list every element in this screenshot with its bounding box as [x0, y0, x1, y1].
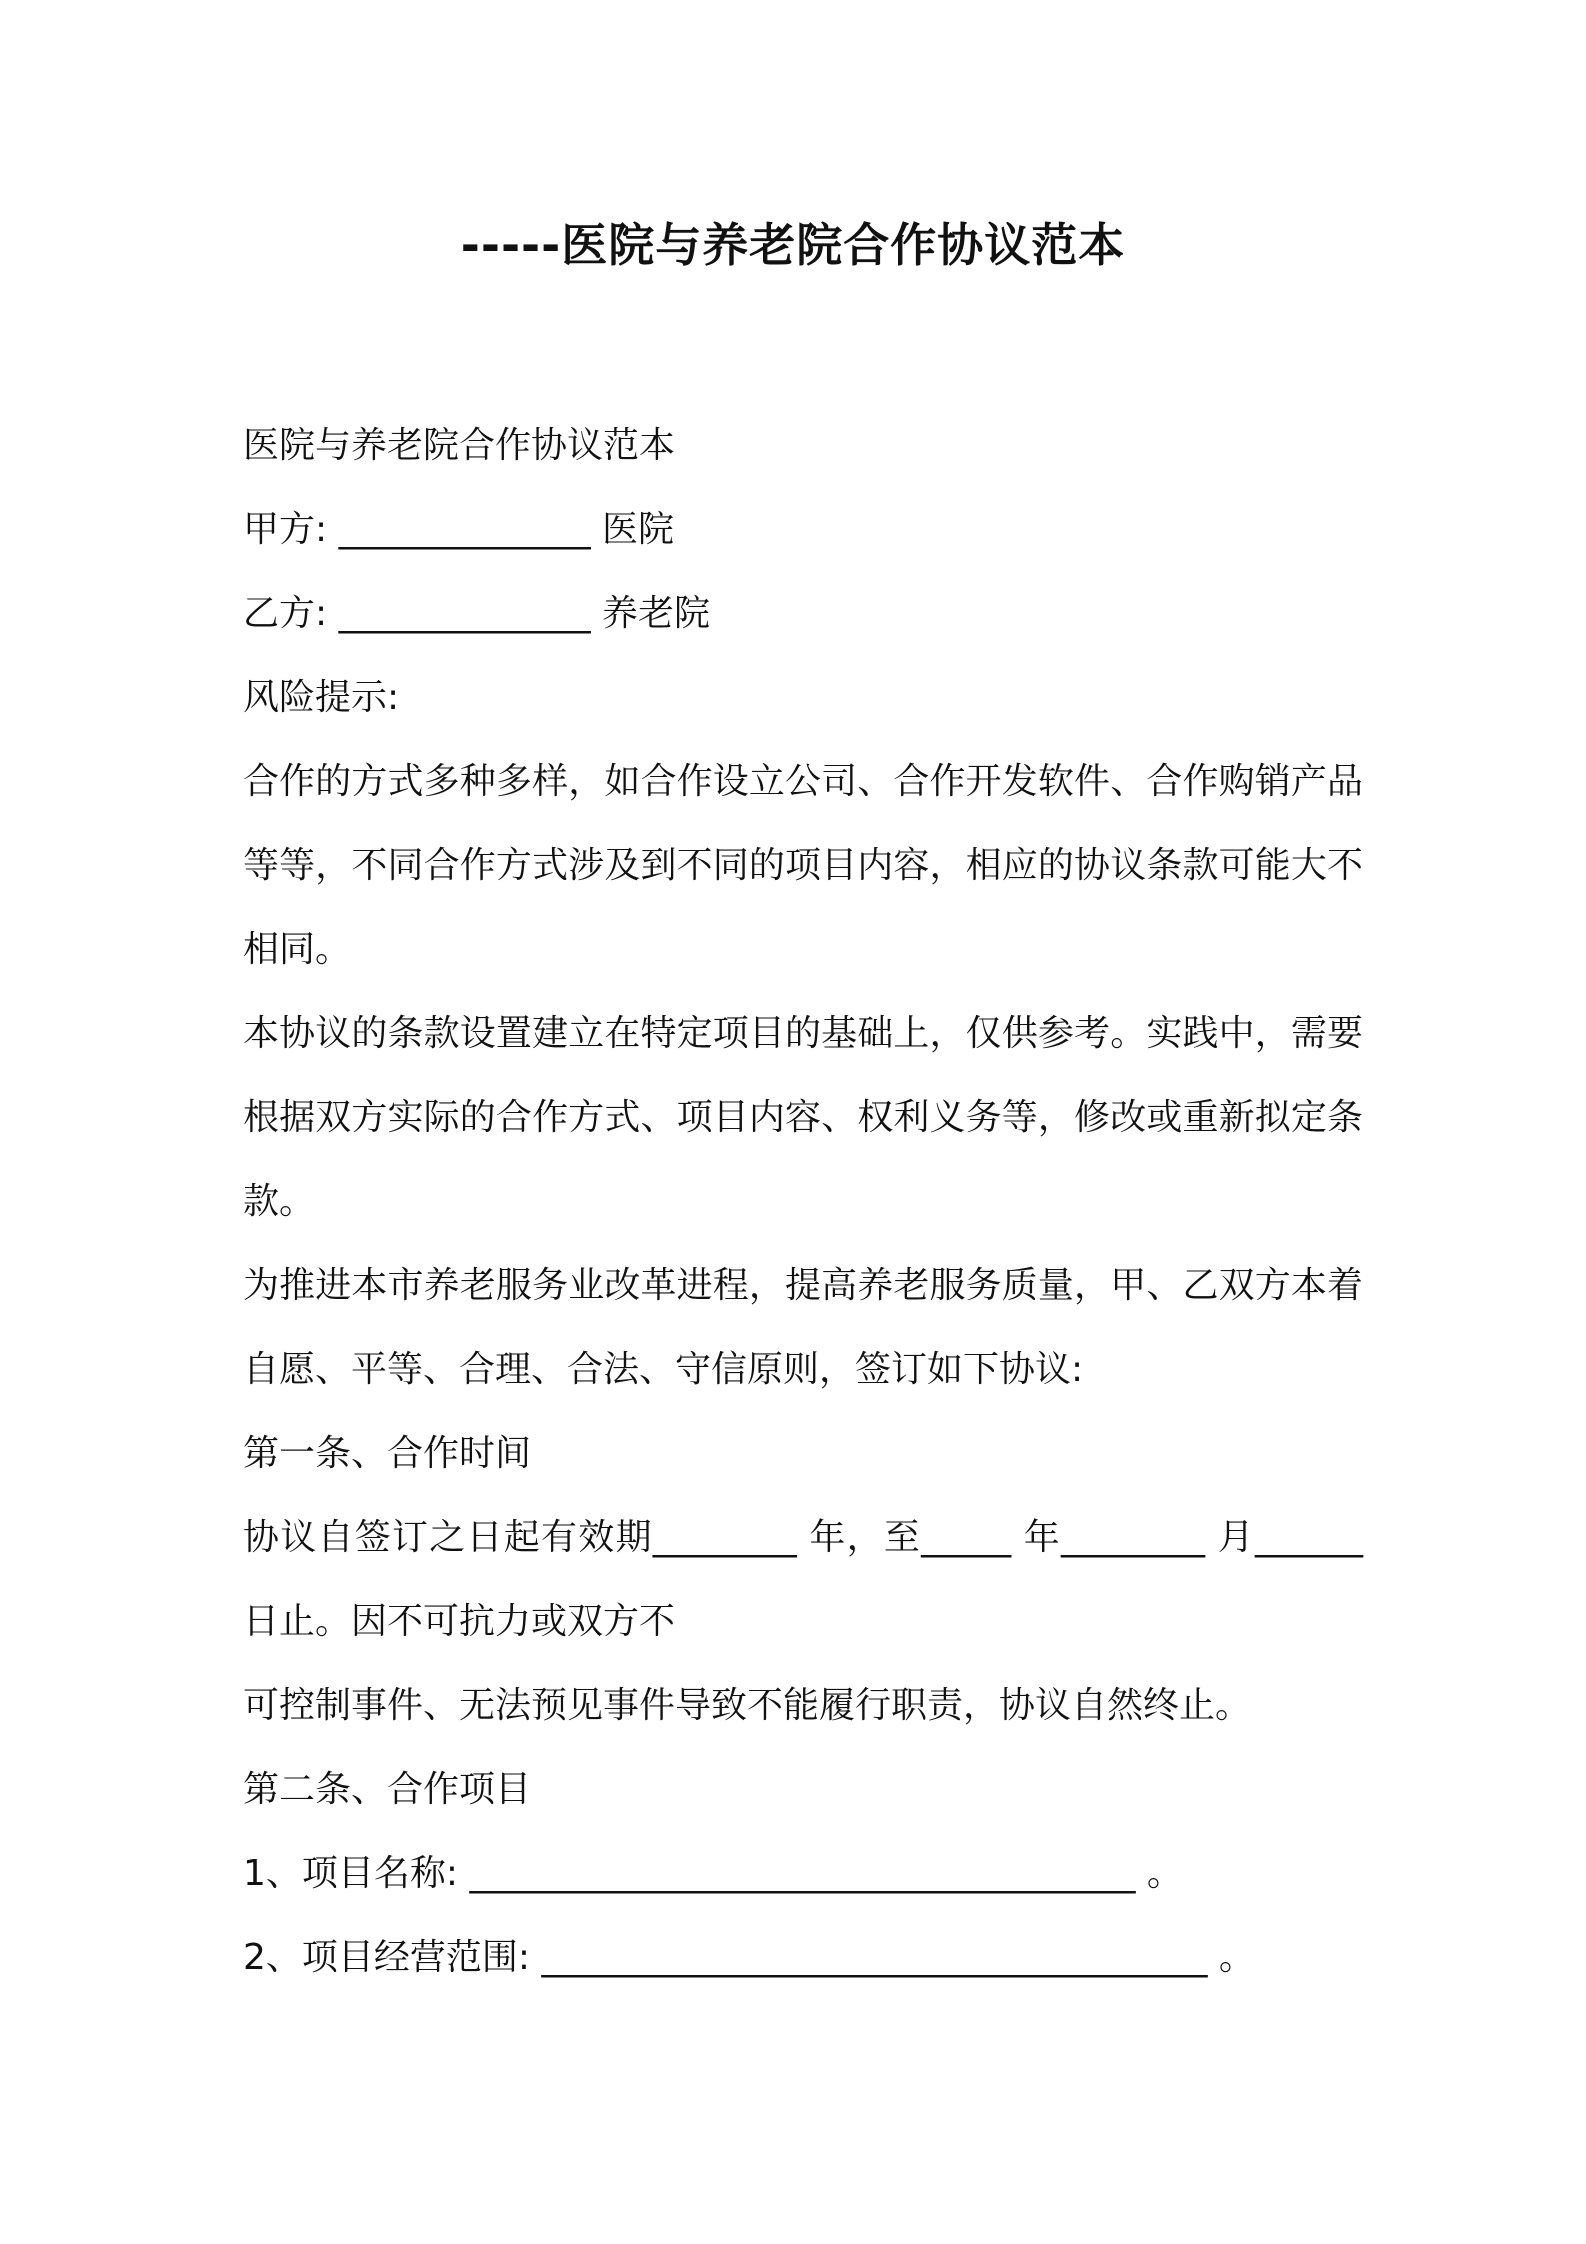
project-name-line: 1、项目名称: _____________________________________ 。: [243, 1853, 1183, 1894]
article-1-term-line: 协议自签订之日起有效期________ 年，至_____ 年________ 月______ 日止。因不可抗力或双方不: [243, 1517, 1363, 1642]
risk-paragraph-2: 本协议的条款设置建立在特定项目的基础上，仅供参考。实践中，需要根据双方实际的合作方式、项目内容、权利义务等，修改或重新拟定条款。: [243, 1013, 1363, 1222]
risk-paragraph-1: 合作的方式多种多样，如合作设立公司、合作开发软件、合作购销产品等等，不同合作方式涉及到不同的项目内容，相应的协议条款可能大不相同。: [243, 761, 1363, 970]
project-scope-line: 2、项目经营范围: _____________________________________ 。: [243, 1937, 1255, 1978]
preamble-paragraph: 为推进本市养老服务业改革进程，提高养老服务质量，甲、乙双方本着自愿、平等、合理、合法、守信原则，签订如下协议:: [243, 1265, 1363, 1390]
party-b-line: 乙方: ______________ 养老院: [243, 593, 711, 634]
article-1-heading: 第一条、合作时间: [243, 1433, 532, 1474]
article-2-heading: 第二条、合作项目: [243, 1769, 532, 1810]
document-body: [243, 404, 1363, 2000]
article-1-termination-line: 可控制事件、无法预见事件导致不能履行职责，协议自然终止。: [243, 1685, 1252, 1726]
agreement-subtitle: 医院与养老院合作协议范本: [243, 425, 676, 466]
risk-notice-heading: 风险提示:: [243, 677, 400, 718]
document-title: -----医院与养老院合作协议范本: [460, 218, 1126, 272]
party-a-line: 甲方: ______________ 医院: [243, 509, 675, 550]
